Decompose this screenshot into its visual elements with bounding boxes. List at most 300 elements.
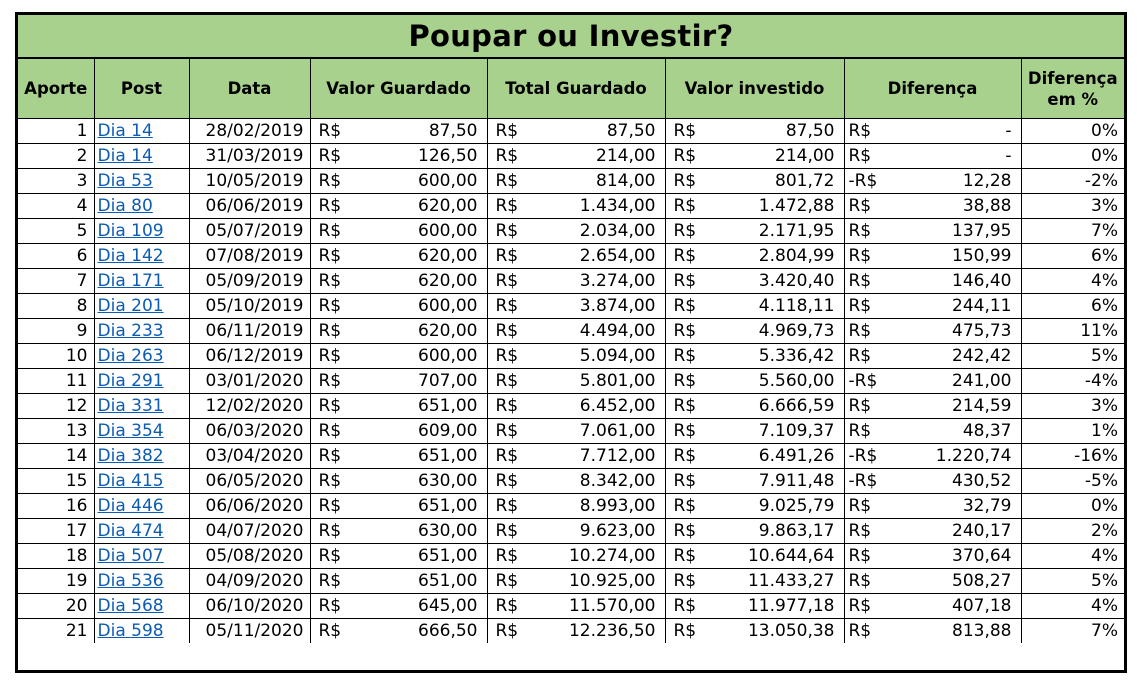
cell-post[interactable] [94, 469, 189, 494]
cell-valor-guardado[interactable] [310, 119, 487, 144]
cell-valor-guardado[interactable] [310, 469, 487, 494]
currency-amount: 651,00 [418, 571, 478, 591]
currency-amount: 666,50 [418, 621, 478, 641]
cell-diferenca[interactable] [844, 344, 1021, 369]
cell-diferenca-pct[interactable]: 6% [1021, 244, 1124, 269]
currency-amount: 5.336,42 [758, 346, 835, 366]
cell-data[interactable]: 06/06/2020 [189, 494, 310, 519]
cell-diferenca[interactable] [844, 394, 1021, 419]
cell-diferenca-pct[interactable]: 2% [1021, 519, 1124, 544]
currency-symbol: R$ [495, 271, 519, 291]
cell-diferenca-pct[interactable]: 5% [1021, 344, 1124, 369]
cell-diferenca[interactable] [844, 194, 1021, 219]
cell-valor-guardado[interactable] [310, 544, 487, 569]
cell-data[interactable]: 05/11/2020 [189, 619, 310, 644]
cell-total-guardado[interactable] [487, 519, 665, 544]
cell-post[interactable] [94, 194, 189, 219]
cell-aporte[interactable]: 15 [18, 469, 94, 494]
cell-data[interactable]: 07/08/2019 [189, 244, 310, 269]
cell-diferenca[interactable] [844, 569, 1021, 594]
cell-data[interactable]: 12/02/2020 [189, 394, 310, 419]
cell-diferenca-pct[interactable]: 3% [1021, 194, 1124, 219]
col-header-aporte[interactable]: Aporte [18, 59, 94, 119]
currency-symbol: R$ [673, 296, 697, 316]
cell-valor-investido[interactable] [665, 419, 844, 444]
currency-symbol: R$ [673, 621, 697, 641]
post-link[interactable]: Dia 142 [97, 246, 164, 266]
cell-valor-guardado[interactable] [310, 269, 487, 294]
cell-valor-investido[interactable] [665, 569, 844, 594]
cell-valor-investido[interactable] [665, 169, 844, 194]
currency-amount: 13.050,38 [747, 621, 835, 641]
table-row [18, 494, 1124, 519]
currency-amount: 7.911,48 [758, 471, 835, 491]
currency-symbol: R$ [318, 246, 342, 266]
currency-amount: 137,95 [952, 221, 1012, 241]
col-header-total-guardado[interactable]: Total Guardado [487, 59, 665, 119]
cell-aporte[interactable]: 6 [18, 244, 94, 269]
currency-amount: 12,28 [962, 171, 1012, 191]
currency-symbol: R$ [318, 196, 342, 216]
cell-diferenca[interactable] [844, 369, 1021, 394]
cell-post[interactable] [94, 619, 189, 644]
cell-post[interactable] [94, 519, 189, 544]
currency-symbol: -R$ [848, 371, 878, 391]
currency-symbol: R$ [673, 596, 697, 616]
cell-aporte[interactable]: 3 [18, 169, 94, 194]
post-link[interactable]: Dia 507 [97, 546, 164, 566]
cell-post[interactable] [94, 494, 189, 519]
currency-amount: 150,99 [952, 246, 1012, 266]
cell-valor-guardado[interactable] [310, 294, 487, 319]
currency-amount: 620,00 [418, 271, 478, 291]
currency-amount: 5.801,00 [579, 371, 656, 391]
cell-post[interactable] [94, 119, 189, 144]
col-header-valor-investido[interactable]: Valor investido [665, 59, 844, 119]
currency-symbol: R$ [673, 396, 697, 416]
currency-symbol: R$ [318, 121, 342, 141]
currency-amount: 6.491,26 [758, 446, 835, 466]
cell-diferenca-pct[interactable]: 1% [1021, 419, 1124, 444]
currency-symbol: R$ [318, 321, 342, 341]
cell-post[interactable] [94, 544, 189, 569]
cell-data[interactable]: 05/10/2019 [189, 294, 310, 319]
cell-valor-guardado[interactable] [310, 169, 487, 194]
cell-diferenca-pct[interactable]: 0% [1021, 144, 1124, 169]
currency-symbol: R$ [495, 146, 519, 166]
cell-total-guardado[interactable] [487, 394, 665, 419]
post-link[interactable]: Dia 233 [97, 321, 164, 341]
currency-amount: 814,00 [596, 171, 656, 191]
col-header-post[interactable]: Post [94, 59, 189, 119]
post-link[interactable]: Dia 201 [97, 296, 164, 316]
currency-amount: 3.874,00 [579, 296, 656, 316]
currency-amount: 508,27 [952, 571, 1012, 591]
post-link[interactable]: Dia 291 [97, 371, 164, 391]
post-link[interactable]: Dia 80 [97, 196, 153, 216]
currency-symbol: R$ [673, 171, 697, 191]
cell-diferenca-pct[interactable]: 0% [1021, 119, 1124, 144]
cell-post[interactable] [94, 269, 189, 294]
cell-data[interactable]: 03/01/2020 [189, 369, 310, 394]
currency-amount: 87,50 [785, 121, 835, 141]
currency-symbol: R$ [495, 496, 519, 516]
cell-diferenca-pct[interactable]: -5% [1021, 469, 1124, 494]
cell-post[interactable] [94, 594, 189, 619]
cell-valor-guardado[interactable] [310, 344, 487, 369]
cell-diferenca-pct[interactable]: -4% [1021, 369, 1124, 394]
cell-valor-investido[interactable] [665, 519, 844, 544]
cell-aporte[interactable]: 12 [18, 394, 94, 419]
col-header-diferenca-pct[interactable] [1021, 59, 1124, 119]
currency-amount: 3.420,40 [758, 271, 835, 291]
currency-amount: 10.274,00 [568, 546, 656, 566]
table-row [18, 294, 1124, 319]
currency-amount: 620,00 [418, 246, 478, 266]
cell-diferenca[interactable] [844, 219, 1021, 244]
cell-data[interactable]: 05/09/2019 [189, 269, 310, 294]
cell-data[interactable]: 05/07/2019 [189, 219, 310, 244]
currency-amount: 630,00 [418, 471, 478, 491]
cell-aporte[interactable]: 2 [18, 144, 94, 169]
cell-total-guardado[interactable] [487, 219, 665, 244]
table-row [18, 369, 1124, 394]
cell-diferenca[interactable] [844, 269, 1021, 294]
cell-total-guardado[interactable] [487, 169, 665, 194]
table-row [18, 544, 1124, 569]
currency-amount: 7.109,37 [758, 421, 835, 441]
currency-amount: 11.570,00 [568, 596, 656, 616]
cell-post[interactable] [94, 369, 189, 394]
cell-valor-guardado[interactable] [310, 319, 487, 344]
post-link[interactable]: Dia 171 [97, 271, 164, 291]
currency-symbol: R$ [673, 196, 697, 216]
cell-post[interactable] [94, 419, 189, 444]
cell-valor-investido[interactable] [665, 444, 844, 469]
cell-post[interactable] [94, 244, 189, 269]
cell-total-guardado[interactable] [487, 244, 665, 269]
cell-aporte[interactable]: 5 [18, 219, 94, 244]
post-link[interactable]: Dia 14 [97, 146, 153, 166]
currency-symbol: R$ [318, 571, 342, 591]
cell-diferenca[interactable] [844, 519, 1021, 544]
cell-valor-investido[interactable] [665, 494, 844, 519]
cell-valor-guardado[interactable] [310, 569, 487, 594]
col-header-diferenca[interactable]: Diferença [844, 59, 1021, 119]
currency-symbol: R$ [673, 421, 697, 441]
cell-valor-guardado[interactable] [310, 444, 487, 469]
cell-post[interactable] [94, 569, 189, 594]
cell-valor-investido[interactable] [665, 394, 844, 419]
cell-post[interactable] [94, 394, 189, 419]
currency-amount: 242,42 [952, 346, 1012, 366]
cell-valor-investido[interactable] [665, 594, 844, 619]
currency-symbol: R$ [673, 321, 697, 341]
currency-amount: 7.061,00 [579, 421, 656, 441]
post-link[interactable]: Dia 263 [97, 346, 164, 366]
cell-aporte[interactable]: 10 [18, 344, 94, 369]
cell-data[interactable]: 31/03/2019 [189, 144, 310, 169]
cell-valor-guardado[interactable] [310, 244, 487, 269]
cell-aporte[interactable]: 1 [18, 119, 94, 144]
cell-total-guardado[interactable] [487, 619, 665, 644]
currency-symbol: R$ [673, 146, 697, 166]
post-link[interactable]: Dia 415 [97, 471, 164, 491]
table-row [18, 119, 1124, 144]
cell-total-guardado[interactable] [487, 144, 665, 169]
cell-data[interactable]: 05/08/2020 [189, 544, 310, 569]
cell-valor-investido[interactable] [665, 369, 844, 394]
currency-symbol: R$ [848, 346, 872, 366]
cell-aporte[interactable]: 19 [18, 569, 94, 594]
currency-amount: 1.220,74 [935, 446, 1012, 466]
cell-valor-guardado[interactable] [310, 194, 487, 219]
cell-diferenca[interactable] [844, 444, 1021, 469]
post-link[interactable]: Dia 354 [97, 421, 164, 441]
currency-amount: 600,00 [418, 171, 478, 191]
cell-diferenca[interactable] [844, 469, 1021, 494]
currency-symbol: R$ [318, 371, 342, 391]
cell-post[interactable] [94, 319, 189, 344]
cell-valor-guardado[interactable] [310, 494, 487, 519]
cell-aporte[interactable]: 11 [18, 369, 94, 394]
currency-symbol: R$ [495, 396, 519, 416]
cell-valor-investido[interactable] [665, 294, 844, 319]
cell-aporte[interactable]: 16 [18, 494, 94, 519]
table-row [18, 419, 1124, 444]
currency-symbol: R$ [673, 521, 697, 541]
currency-symbol: R$ [318, 146, 342, 166]
cell-diferenca-pct[interactable]: 5% [1021, 569, 1124, 594]
cell-valor-guardado[interactable] [310, 419, 487, 444]
cell-diferenca[interactable] [844, 619, 1021, 644]
cell-data[interactable]: 06/03/2020 [189, 419, 310, 444]
cell-diferenca-pct[interactable]: 7% [1021, 619, 1124, 644]
currency-symbol: R$ [318, 446, 342, 466]
currency-symbol: -R$ [848, 471, 878, 491]
cell-data[interactable]: 06/11/2019 [189, 319, 310, 344]
cell-aporte[interactable]: 20 [18, 594, 94, 619]
cell-diferenca-pct[interactable]: 6% [1021, 294, 1124, 319]
currency-symbol: R$ [848, 121, 872, 141]
currency-amount: 4.118,11 [758, 296, 835, 316]
currency-symbol: R$ [848, 246, 872, 266]
cell-aporte[interactable]: 8 [18, 294, 94, 319]
cell-aporte[interactable]: 14 [18, 444, 94, 469]
post-link[interactable]: Dia 536 [97, 571, 164, 591]
table-body [18, 119, 1124, 644]
currency-amount: 801,72 [775, 171, 835, 191]
currency-symbol: R$ [318, 546, 342, 566]
cell-post[interactable] [94, 219, 189, 244]
cell-valor-investido[interactable] [665, 144, 844, 169]
cell-aporte[interactable]: 13 [18, 419, 94, 444]
currency-amount: 8.342,00 [579, 471, 656, 491]
currency-amount: 87,50 [428, 121, 478, 141]
cell-diferenca[interactable] [844, 244, 1021, 269]
cell-diferenca[interactable] [844, 544, 1021, 569]
currency-symbol: R$ [318, 221, 342, 241]
cell-valor-guardado[interactable] [310, 519, 487, 544]
cell-diferenca-pct[interactable]: 3% [1021, 394, 1124, 419]
cell-post[interactable] [94, 169, 189, 194]
post-link[interactable]: Dia 331 [97, 396, 164, 416]
cell-aporte[interactable]: 7 [18, 269, 94, 294]
cell-diferenca[interactable] [844, 294, 1021, 319]
cell-diferenca[interactable] [844, 319, 1021, 344]
currency-amount: 4.494,00 [579, 321, 656, 341]
post-link[interactable]: Dia 446 [97, 496, 164, 516]
cell-diferenca[interactable] [844, 494, 1021, 519]
cell-aporte[interactable]: 9 [18, 319, 94, 344]
currency-amount: - [1005, 146, 1012, 166]
currency-symbol: R$ [848, 296, 872, 316]
cell-diferenca-pct[interactable]: 4% [1021, 544, 1124, 569]
cell-total-guardado[interactable] [487, 269, 665, 294]
cell-diferenca-pct[interactable]: 4% [1021, 269, 1124, 294]
cell-total-guardado[interactable] [487, 594, 665, 619]
cell-data[interactable]: 04/09/2020 [189, 569, 310, 594]
currency-amount: 3.274,00 [579, 271, 656, 291]
currency-amount: 430,52 [952, 471, 1012, 491]
cell-total-guardado[interactable] [487, 419, 665, 444]
cell-total-guardado[interactable] [487, 494, 665, 519]
currency-symbol: R$ [495, 246, 519, 266]
cell-valor-guardado[interactable] [310, 594, 487, 619]
currency-symbol: R$ [318, 471, 342, 491]
cell-total-guardado[interactable] [487, 294, 665, 319]
cell-data[interactable]: 10/05/2019 [189, 169, 310, 194]
currency-symbol: R$ [318, 171, 342, 191]
cell-aporte[interactable]: 21 [18, 619, 94, 644]
currency-symbol: R$ [495, 621, 519, 641]
cell-diferenca-pct[interactable]: 11% [1021, 319, 1124, 344]
table-row [18, 594, 1124, 619]
currency-symbol: R$ [495, 121, 519, 141]
cell-valor-investido[interactable] [665, 194, 844, 219]
cell-post[interactable] [94, 444, 189, 469]
currency-symbol: R$ [318, 596, 342, 616]
col-header-data[interactable]: Data [189, 59, 310, 119]
table-row [18, 344, 1124, 369]
cell-total-guardado[interactable] [487, 569, 665, 594]
cell-data[interactable]: 28/02/2019 [189, 119, 310, 144]
cell-data[interactable]: 03/04/2020 [189, 444, 310, 469]
table-row [18, 269, 1124, 294]
cell-aporte[interactable]: 4 [18, 194, 94, 219]
cell-total-guardado[interactable] [487, 369, 665, 394]
currency-amount: 651,00 [418, 446, 478, 466]
post-link[interactable]: Dia 474 [97, 521, 164, 541]
currency-amount: 48,37 [962, 421, 1012, 441]
cell-valor-guardado[interactable] [310, 619, 487, 644]
cell-valor-investido[interactable] [665, 119, 844, 144]
cell-valor-investido[interactable] [665, 319, 844, 344]
cell-valor-investido[interactable] [665, 344, 844, 369]
cell-aporte[interactable]: 17 [18, 519, 94, 544]
cell-data[interactable]: 06/12/2019 [189, 344, 310, 369]
currency-amount: 600,00 [418, 221, 478, 241]
currency-symbol: R$ [318, 396, 342, 416]
currency-amount: 32,79 [962, 496, 1012, 516]
cell-diferenca-pct[interactable]: 0% [1021, 494, 1124, 519]
cell-total-guardado[interactable] [487, 444, 665, 469]
currency-symbol: R$ [318, 621, 342, 641]
cell-post[interactable] [94, 294, 189, 319]
col-header-valor-guardado[interactable]: Valor Guardado [310, 59, 487, 119]
cell-diferenca[interactable] [844, 419, 1021, 444]
cell-valor-investido[interactable] [665, 244, 844, 269]
currency-amount: 146,40 [952, 271, 1012, 291]
cell-diferenca[interactable] [844, 144, 1021, 169]
currency-amount: 620,00 [418, 196, 478, 216]
cell-total-guardado[interactable] [487, 469, 665, 494]
col-header-diferenca-pct-line2: em % [1047, 89, 1099, 109]
cell-diferenca[interactable] [844, 594, 1021, 619]
post-link[interactable]: Dia 14 [97, 121, 153, 141]
cell-total-guardado[interactable] [487, 544, 665, 569]
currency-amount: 12.236,50 [568, 621, 656, 641]
cell-post[interactable] [94, 344, 189, 369]
cell-valor-investido[interactable] [665, 619, 844, 644]
cell-valor-guardado[interactable] [310, 369, 487, 394]
currency-symbol: R$ [848, 571, 872, 591]
cell-diferenca-pct[interactable]: -2% [1021, 169, 1124, 194]
currency-symbol: R$ [318, 296, 342, 316]
cell-data[interactable]: 06/10/2020 [189, 594, 310, 619]
cell-valor-investido[interactable] [665, 269, 844, 294]
currency-symbol: R$ [673, 471, 697, 491]
cell-diferenca[interactable] [844, 169, 1021, 194]
cell-valor-investido[interactable] [665, 219, 844, 244]
currency-amount: 407,18 [952, 596, 1012, 616]
currency-symbol: R$ [495, 546, 519, 566]
cell-valor-guardado[interactable] [310, 394, 487, 419]
currency-amount: 214,00 [596, 146, 656, 166]
post-link[interactable]: Dia 382 [97, 446, 164, 466]
cell-valor-investido[interactable] [665, 544, 844, 569]
cell-total-guardado[interactable] [487, 319, 665, 344]
cell-data[interactable]: 06/05/2020 [189, 469, 310, 494]
cell-total-guardado[interactable] [487, 194, 665, 219]
cell-valor-guardado[interactable] [310, 219, 487, 244]
table-row [18, 169, 1124, 194]
currency-amount: 10.644,64 [747, 546, 835, 566]
cell-total-guardado[interactable] [487, 119, 665, 144]
post-link[interactable]: Dia 568 [97, 596, 164, 616]
currency-amount: 214,59 [952, 396, 1012, 416]
cell-valor-investido[interactable] [665, 469, 844, 494]
cell-total-guardado[interactable] [487, 344, 665, 369]
currency-amount: 2.654,00 [579, 246, 656, 266]
cell-diferenca-pct[interactable]: -16% [1021, 444, 1124, 469]
cell-post[interactable] [94, 144, 189, 169]
table-row [18, 569, 1124, 594]
cell-diferenca-pct[interactable]: 4% [1021, 594, 1124, 619]
cell-diferenca-pct[interactable]: 7% [1021, 219, 1124, 244]
cell-diferenca[interactable] [844, 119, 1021, 144]
cell-valor-guardado[interactable] [310, 144, 487, 169]
post-link[interactable]: Dia 598 [97, 621, 164, 641]
currency-amount: 600,00 [418, 296, 478, 316]
currency-symbol: R$ [848, 596, 872, 616]
post-link[interactable]: Dia 53 [97, 171, 153, 191]
cell-aporte[interactable]: 18 [18, 544, 94, 569]
table-row [18, 519, 1124, 544]
post-link[interactable]: Dia 109 [97, 221, 164, 241]
cell-data[interactable]: 06/06/2019 [189, 194, 310, 219]
cell-data[interactable]: 04/07/2020 [189, 519, 310, 544]
